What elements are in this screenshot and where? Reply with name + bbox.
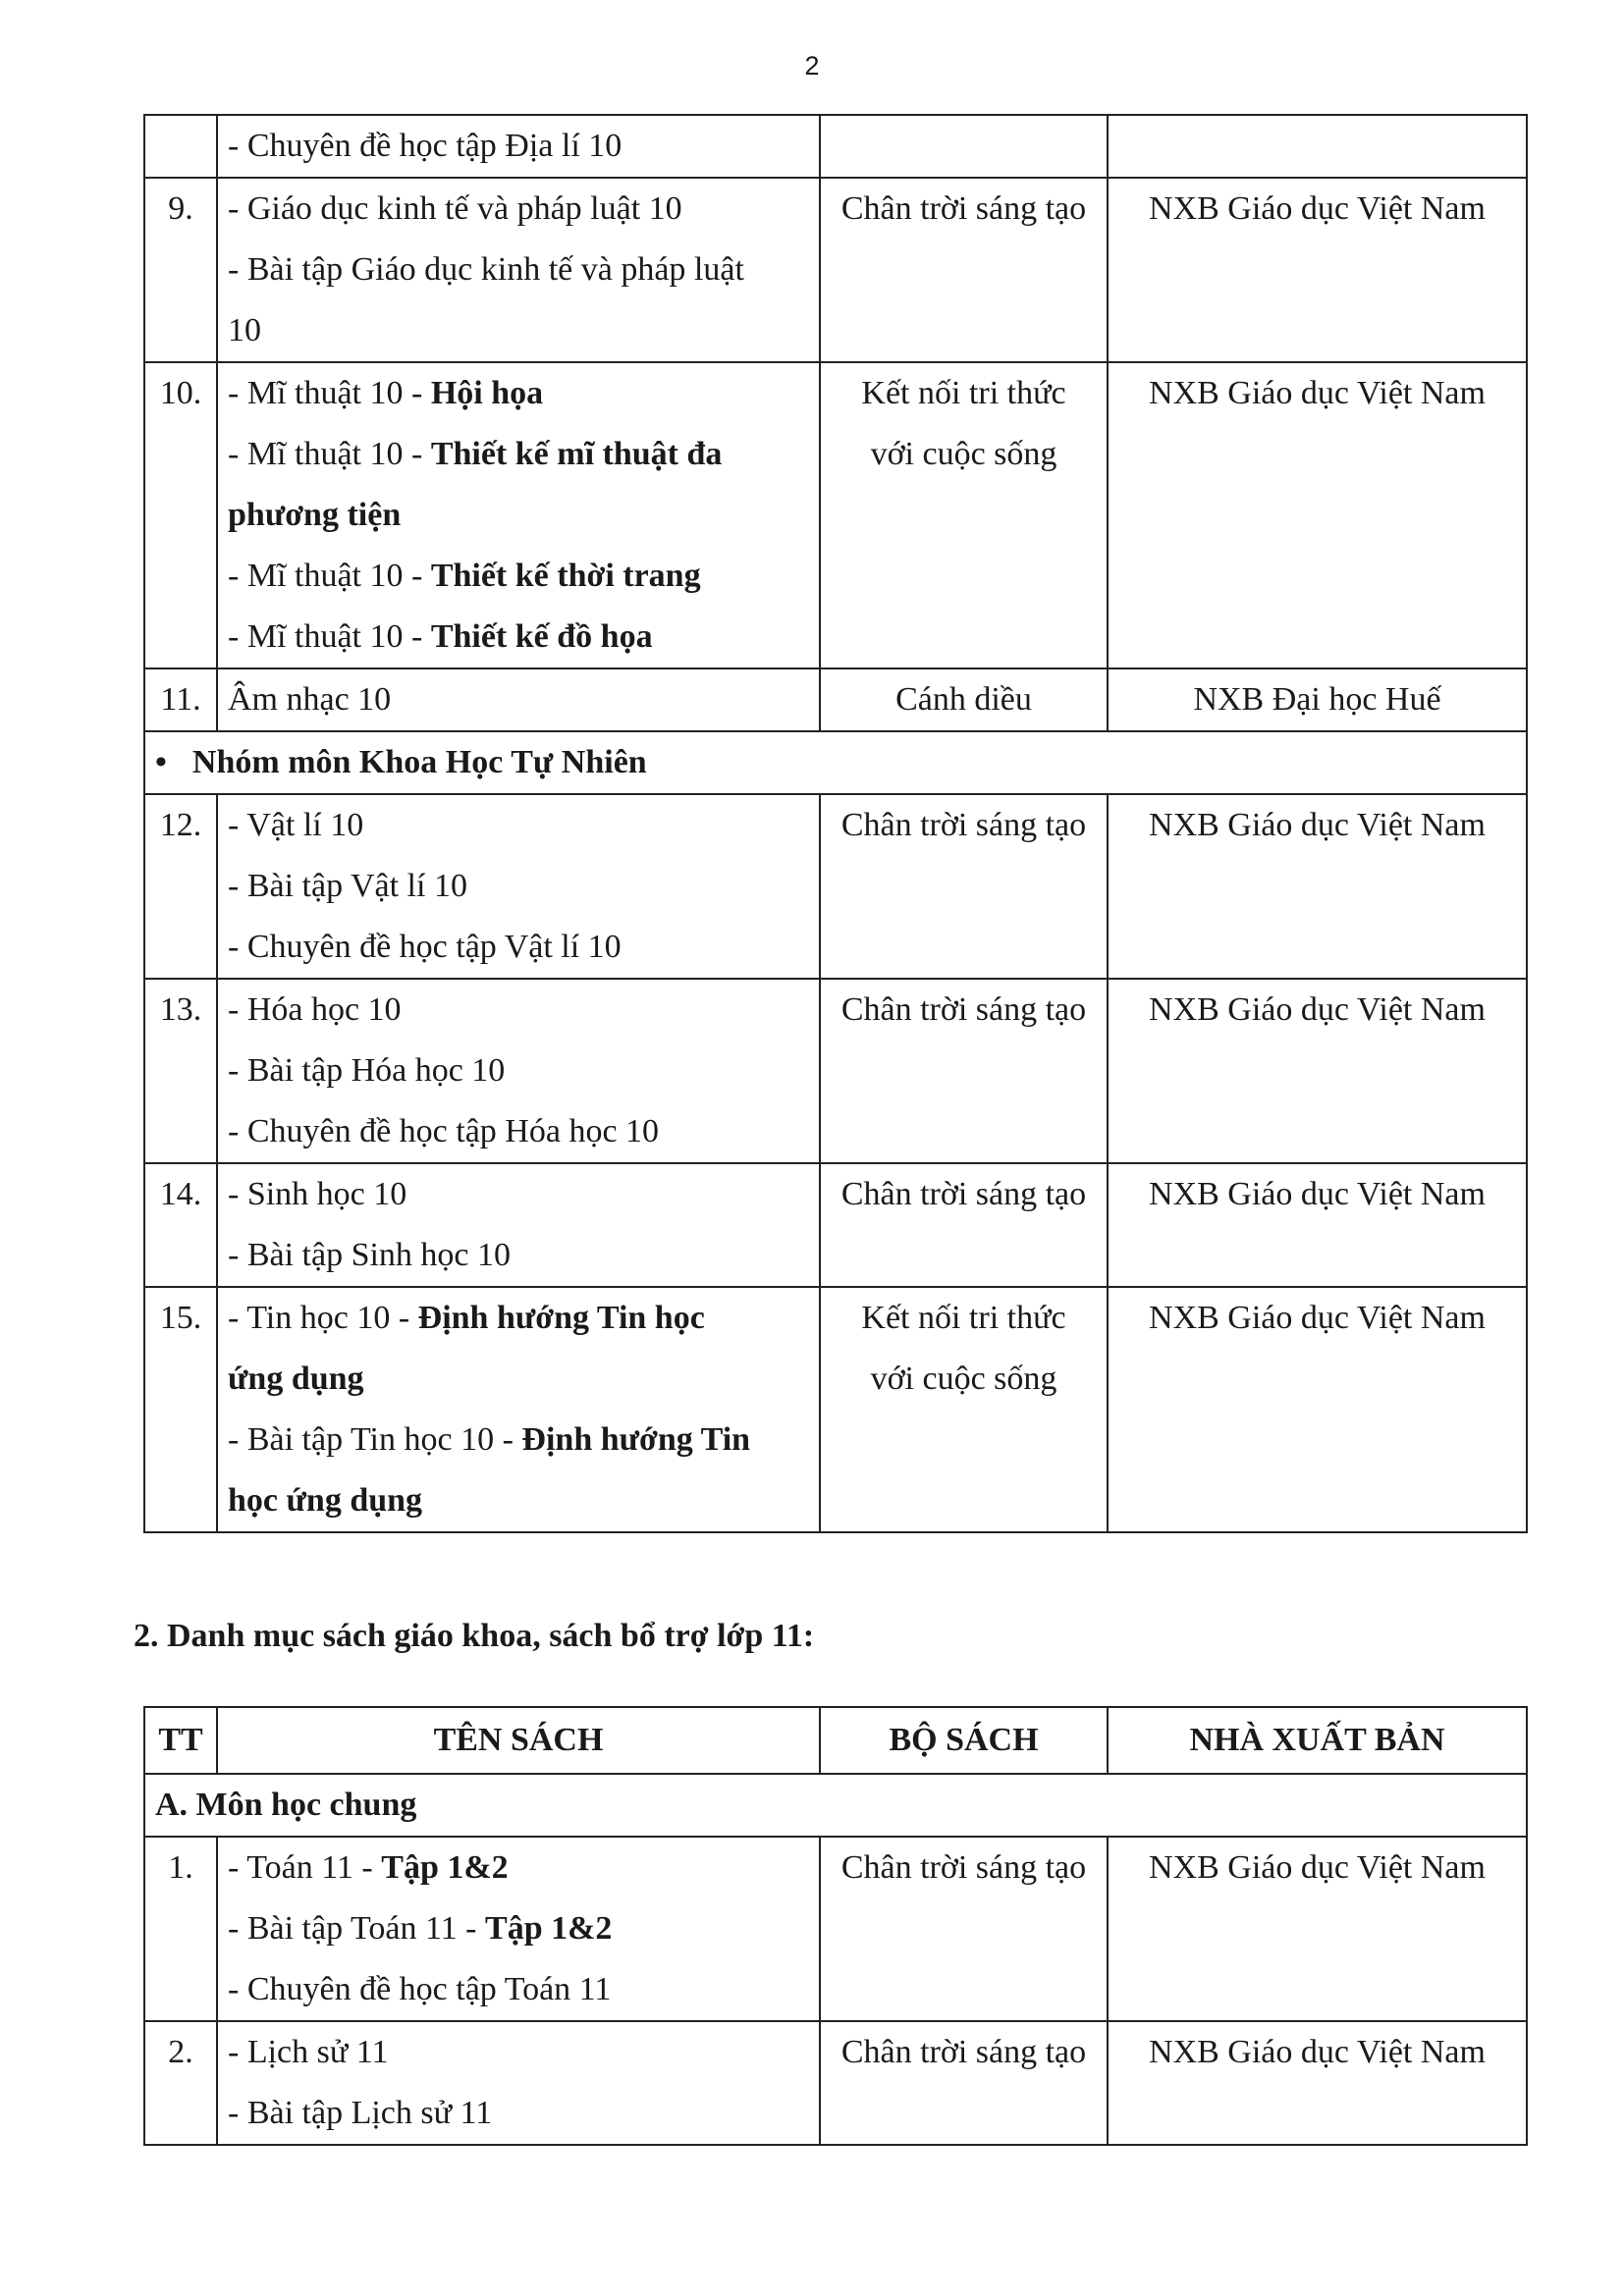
row-number: 1. (144, 1837, 217, 2021)
book-title-line (228, 240, 809, 300)
book-name-cell (217, 1163, 820, 1287)
text: - Bài tập Giáo dục kinh tế và pháp luật (228, 251, 744, 288)
book-set: với cuộc sống (870, 436, 1057, 472)
bold-text: ứng dụng (228, 1361, 364, 1397)
header-tt: TT (144, 1707, 217, 1774)
book-title-line (228, 856, 809, 917)
table-row (144, 979, 1527, 1163)
book-name-cell (217, 2021, 820, 2145)
header-book-name: TÊN SÁCH (217, 1707, 820, 1774)
row-number: 12. (144, 794, 217, 979)
book-table-grade-11 (143, 1706, 1528, 2146)
page-number: 2 (804, 51, 820, 80)
book-title-line (228, 607, 809, 667)
text: - Bài tập Sinh học 10 (228, 1237, 512, 1273)
publisher-cell (1108, 1837, 1527, 2021)
bold-text: phương tiện (228, 497, 402, 533)
publisher: NXB Giáo dục Việt Nam (1149, 2034, 1486, 2070)
book-title-line (228, 1225, 809, 1286)
header-publisher: NHÀ XUẤT BẢN (1108, 1707, 1527, 1774)
section-heading-grade-11: 2. Danh mục sách giáo khoa, sách bổ trợ lớp 11: (134, 1618, 815, 1654)
book-set-cell (820, 2021, 1108, 2145)
text: - Bài tập Vật lí 10 (228, 868, 467, 904)
table-row (144, 668, 1527, 731)
bold-text: học ứng dụng (228, 1482, 423, 1519)
book-set-cell (820, 362, 1108, 668)
text: - Toán 11 - (228, 1849, 382, 1886)
book-set: Chân trời sáng tạo (840, 2034, 1087, 2070)
header-row (144, 1707, 1527, 1774)
book-set-cell (820, 1287, 1108, 1532)
book-title-line (228, 1470, 809, 1531)
book-title-line (228, 917, 809, 978)
publisher: NXB Đại học Huế (1193, 681, 1441, 718)
book-set-cell (820, 668, 1108, 731)
book-set-cell (820, 115, 1108, 178)
bold-text: Tập 1&2 (485, 1910, 613, 1947)
bold-text: Định hướng Tin học (417, 1300, 705, 1336)
book-set-cell (820, 1837, 1108, 2021)
book-set: Chân trời sáng tạo (840, 991, 1087, 1028)
book-title-line (228, 1288, 809, 1349)
book-name-cell (217, 794, 820, 979)
publisher-cell (1108, 668, 1527, 731)
book-table-grade-10 (143, 114, 1528, 1533)
publisher: NXB Giáo dục Việt Nam (1149, 1300, 1486, 1336)
publisher: NXB Giáo dục Việt Nam (1149, 1849, 1486, 1886)
text: - Chuyên đề học tập Vật lí 10 (228, 929, 622, 965)
text: Âm nhạc 10 (228, 681, 392, 718)
book-table-body (144, 115, 1527, 1532)
publisher: NXB Giáo dục Việt Nam (1149, 807, 1486, 843)
book-title-line (228, 2083, 809, 2144)
table-row (144, 178, 1527, 362)
book-name-cell (217, 1287, 820, 1532)
table-row (144, 1287, 1527, 1532)
row-number: 14. (144, 1163, 217, 1287)
book-set-cell (820, 794, 1108, 979)
text: 10 (228, 312, 261, 348)
publisher: NXB Giáo dục Việt Nam (1149, 190, 1486, 227)
book-title-line (228, 1349, 809, 1410)
group-row (144, 731, 1527, 794)
book-title-line (228, 1838, 809, 1898)
book-name-cell (217, 1837, 820, 2021)
row-number: 9. (144, 178, 217, 362)
book-title-line (228, 116, 809, 177)
book-title-line (228, 363, 809, 424)
bold-text: Thiết kế mĩ thuật đa (430, 436, 723, 472)
group-header (144, 731, 1527, 794)
section-label: A. Môn học chung (144, 1774, 1527, 1837)
book-name-cell (217, 178, 820, 362)
book-title-line (228, 546, 809, 607)
publisher-cell (1108, 178, 1527, 362)
book-title-line (228, 1959, 809, 2020)
book-set-cell (820, 178, 1108, 362)
book-title-line (228, 300, 809, 361)
book-title-line (228, 1101, 809, 1162)
publisher: NXB Giáo dục Việt Nam (1149, 375, 1486, 411)
table-row (144, 115, 1527, 178)
row-number: 13. (144, 979, 217, 1163)
publisher-cell (1108, 1163, 1527, 1287)
text: - Chuyên đề học tập Địa lí 10 (228, 128, 623, 164)
row-number: 15. (144, 1287, 217, 1532)
bold-text: Thiết kế đồ họa (430, 618, 653, 655)
publisher-cell (1108, 115, 1527, 178)
book-name-cell (217, 979, 820, 1163)
text: - Bài tập Hóa học 10 (228, 1052, 506, 1089)
book-title-line (228, 485, 809, 546)
bold-text: Hội họa (430, 375, 544, 411)
book-title-line (228, 424, 809, 485)
group-label: Nhóm môn Khoa Học Tự Nhiên (191, 744, 647, 780)
publisher-cell (1108, 2021, 1527, 2145)
publisher-cell (1108, 362, 1527, 668)
book-title-line (228, 179, 809, 240)
header-book-set: BỘ SÁCH (820, 1707, 1108, 1774)
book-set: với cuộc sống (870, 1361, 1057, 1397)
book-title-line (228, 1410, 809, 1470)
table-row (144, 1837, 1527, 2021)
book-name-cell (217, 668, 820, 731)
bullet-icon: • (155, 744, 167, 780)
table-row (144, 794, 1527, 979)
publisher: NXB Giáo dục Việt Nam (1149, 1176, 1486, 1212)
text: - Chuyên đề học tập Hóa học 10 (228, 1113, 660, 1149)
text: - Mĩ thuật 10 - (228, 558, 431, 594)
table-header (144, 1707, 1527, 1774)
row-number: 2. (144, 2021, 217, 2145)
row-number: 10. (144, 362, 217, 668)
publisher-cell (1108, 979, 1527, 1163)
book-title-line (228, 1898, 809, 1959)
book-set: Kết nối tri thức (861, 1300, 1066, 1336)
book-title-line (228, 795, 809, 856)
book-set: Chân trời sáng tạo (840, 190, 1087, 227)
book-set: Kết nối tri thức (861, 375, 1066, 411)
publisher: NXB Giáo dục Việt Nam (1149, 991, 1486, 1028)
book-set: Chân trời sáng tạo (840, 1849, 1087, 1886)
book-set-cell (820, 979, 1108, 1163)
book-set-cell (820, 1163, 1108, 1287)
row-number (144, 115, 217, 178)
text: - Sinh học 10 (228, 1176, 407, 1212)
bold-text: Định hướng Tin (521, 1421, 751, 1458)
book-name-cell (217, 362, 820, 668)
text: - Bài tập Tin học 10 - (228, 1421, 522, 1458)
book-title-line (228, 980, 809, 1041)
text: - Mĩ thuật 10 - (228, 375, 431, 411)
text: - Hóa học 10 (228, 991, 402, 1028)
text: - Bài tập Toán 11 - (228, 1910, 486, 1947)
row-number: 11. (144, 668, 217, 731)
table-row (144, 362, 1527, 668)
book-title-line (228, 1164, 809, 1225)
text: - Chuyên đề học tập Toán 11 (228, 1971, 612, 2007)
book-set: Chân trời sáng tạo (840, 1176, 1087, 1212)
book-name-cell (217, 115, 820, 178)
text: - Tin học 10 - (228, 1300, 418, 1336)
book-set: Chân trời sáng tạo (840, 807, 1087, 843)
publisher-cell (1108, 794, 1527, 979)
table-row (144, 1163, 1527, 1287)
book-set: Cánh diều (895, 681, 1032, 718)
text: - Giáo dục kinh tế và pháp luật 10 (228, 190, 682, 227)
section-row (144, 1774, 1527, 1837)
text: - Mĩ thuật 10 - (228, 436, 431, 472)
book-table-body (144, 1774, 1527, 2145)
bold-text: Thiết kế thời trang (430, 558, 701, 594)
text: - Vật lí 10 (228, 807, 364, 843)
book-title-line (228, 669, 809, 730)
text: - Lịch sử 11 (228, 2034, 389, 2070)
publisher-cell (1108, 1287, 1527, 1532)
bold-text: Tập 1&2 (381, 1849, 509, 1886)
table-row (144, 2021, 1527, 2145)
book-title-line (228, 1041, 809, 1101)
text: - Bài tập Lịch sử 11 (228, 2095, 493, 2131)
text: - Mĩ thuật 10 - (228, 618, 431, 655)
book-title-line (228, 2022, 809, 2083)
